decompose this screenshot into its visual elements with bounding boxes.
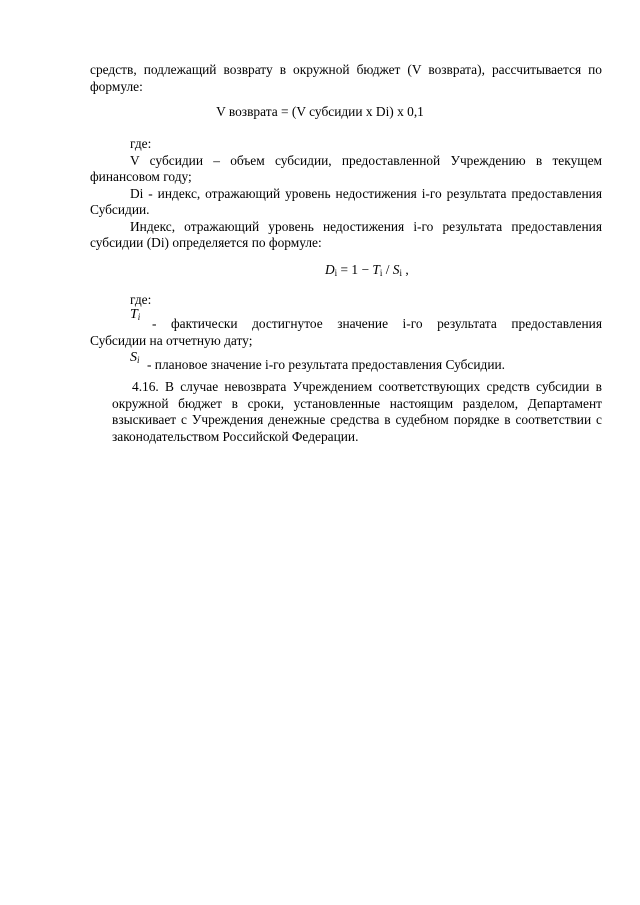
formula-trail: , bbox=[402, 262, 409, 277]
definition-s: - плановое значение i-го результата предоставления Субсидии. bbox=[147, 357, 506, 372]
paragraph-intro bbox=[90, 62, 602, 95]
definition-t-first-line: - фактически достигнутое значение i-го результата предоставления bbox=[152, 316, 602, 331]
index-intro: Индекс, отражающий уровень недостижения i-го результата предоставления субсидии (Di) определяется по формуле: bbox=[90, 218, 602, 250]
formula-slash: / bbox=[382, 262, 393, 277]
paragraph-4-16 bbox=[112, 379, 602, 445]
where-label-2: где: bbox=[130, 292, 152, 307]
t-symbol-sub: i bbox=[137, 312, 141, 322]
definitions-block bbox=[90, 136, 602, 252]
t-i-symbol bbox=[130, 307, 140, 323]
formula-v-return: V возврата = (V субсидии х Di) х 0,1 bbox=[216, 104, 424, 119]
paragraph-4-16-text: 4.16. В случае невозврата Учреждением соответствующих средств субсидии в окружной бюджет в сроки, установленные настоящим разделом, Департамент взыскивает с Учреждения денежные средства в судебном порядке в соответствии с законодательством Российской Федерации. bbox=[112, 379, 602, 444]
formula-t-sub: i bbox=[379, 268, 383, 278]
definition-di: Di - индекс, отражающий уровень недостижения i-го результата предоставления Субсидии. bbox=[90, 185, 602, 217]
formula-s-symbol: S bbox=[392, 262, 400, 277]
s-i-symbol bbox=[130, 350, 140, 366]
s-symbol-letter: S bbox=[130, 350, 137, 365]
where-label-1: где: bbox=[130, 136, 152, 151]
s-symbol-sub: i bbox=[137, 355, 140, 365]
paragraph-intro-text: средств, подлежащий возврату в окружной бюджет (V возврата), рассчитывается по формуле: bbox=[90, 62, 602, 94]
formula-t-symbol: T bbox=[372, 262, 380, 277]
formula-di bbox=[325, 262, 409, 278]
formula-d-symbol: D bbox=[325, 262, 335, 277]
t-symbol-letter: T bbox=[130, 307, 138, 322]
formula-d-sub: i bbox=[334, 268, 338, 278]
formula-s-sub: i bbox=[399, 268, 402, 278]
definition-v-subsidy: V субсидии – объем субсидии, предоставленной Учреждению в текущем финансовом году; bbox=[90, 152, 602, 184]
definition-t-second-line: Субсидии на отчетную дату; bbox=[90, 333, 253, 348]
formula-eq: = 1 − bbox=[337, 262, 373, 277]
where-block-2 bbox=[90, 292, 602, 309]
